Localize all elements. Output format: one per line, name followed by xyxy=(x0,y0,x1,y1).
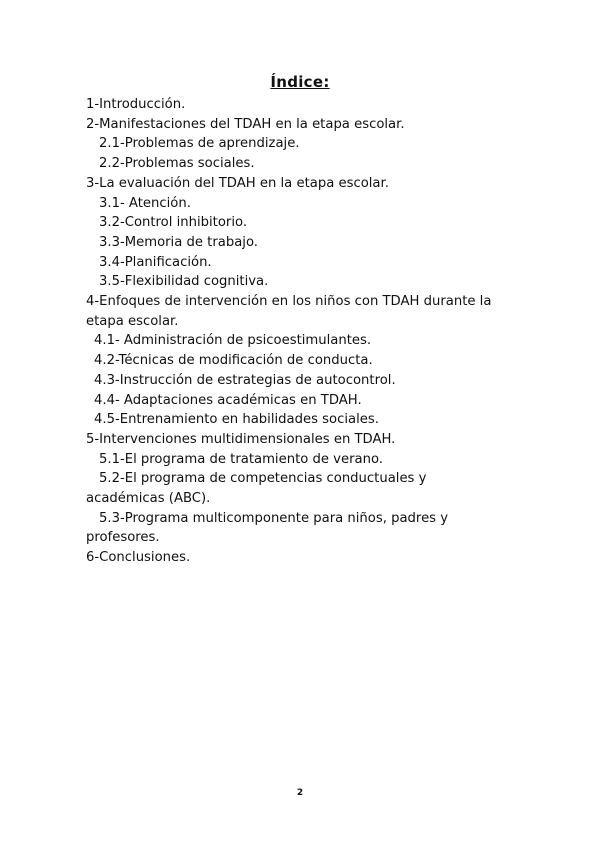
toc-entry-4-5: 4.5-Entrenamiento en habilidades sociales. xyxy=(94,412,379,428)
toc-entry-1: 1-Introducción. xyxy=(86,97,186,112)
toc-entry-5: 5-Intervenciones multidimensionales en TDAH. xyxy=(86,431,396,447)
toc-entry-3-3: 3.3-Memoria de trabajo. xyxy=(99,234,258,250)
toc-entry-6: 6-Conclusiones. xyxy=(86,550,191,566)
toc-entry-4-4: 4.4- Adaptaciones académicas en TDAH. xyxy=(94,392,362,408)
toc-entry-5-3: 5.3-Programa multicomponente para niños, padres y profesores. xyxy=(86,510,449,546)
toc-entry-3: 3-La evaluación del TDAH en la etapa escolar. xyxy=(86,175,389,191)
table-of-contents xyxy=(86,95,506,568)
toc-entry-4-1: 4.1- Administración de psicoestimulantes. xyxy=(94,333,372,349)
toc-entry-3-5: 3.5-Flexibilidad cognitiva. xyxy=(99,274,269,290)
toc-entry-3-1: 3.1- Atención. xyxy=(99,195,191,211)
toc-entry-2-1: 2.1-Problemas de aprendizaje. xyxy=(99,136,300,152)
toc-entry-5-1: 5.1-El programa de tratamiento de verano. xyxy=(99,451,383,467)
toc-entry-3-2: 3.2-Control inhibitorio. xyxy=(99,215,248,231)
page-title: Índice: xyxy=(270,73,330,91)
toc-entry-4: 4-Enfoques de intervención en los niños con TDAH durante la etapa escolar. xyxy=(86,294,492,329)
page-number: 2 xyxy=(296,788,304,798)
toc-entry-2: 2-Manifestaciones del TDAH en la etapa escolar. xyxy=(86,116,405,132)
toc-entry-5-2: 5.2-El programa de competencias conductuales y académicas (ABC). xyxy=(86,471,427,507)
toc-entry-3-4: 3.4-Planificación. xyxy=(99,254,212,270)
toc-entry-4-3: 4.3-Instrucción de estrategias de autocontrol. xyxy=(94,372,396,388)
toc-entry-2-2: 2.2-Problemas sociales. xyxy=(99,156,255,172)
toc-entry-4-2: 4.2-Técnicas de modificación de conducta. xyxy=(94,353,373,369)
